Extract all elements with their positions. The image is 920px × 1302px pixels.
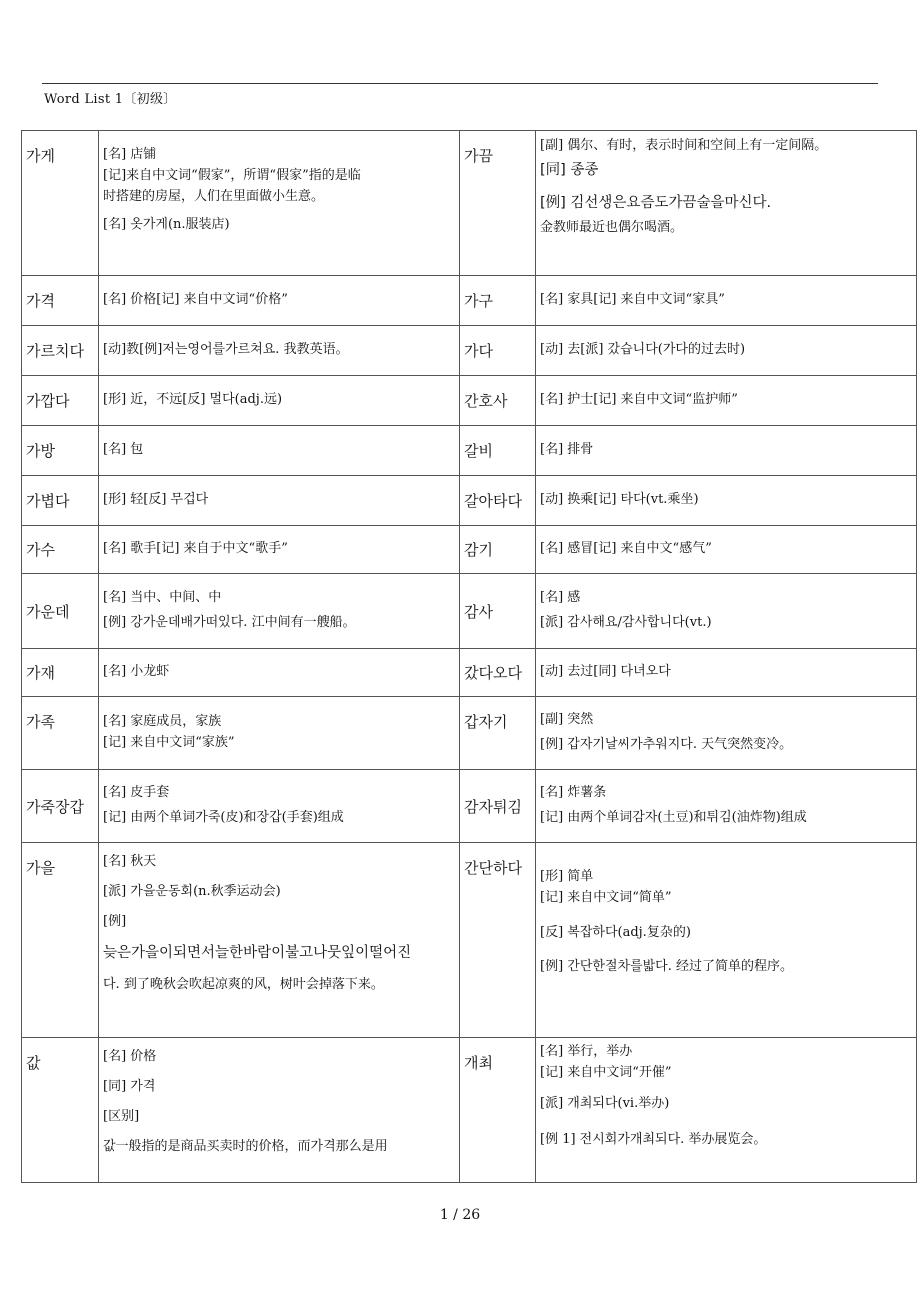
korean-word: 감사: [460, 574, 536, 649]
table-row: [22, 326, 917, 376]
table-row: [22, 649, 917, 697]
table-row: [22, 526, 917, 574]
table-row: [22, 276, 917, 326]
korean-word: 가방: [22, 426, 99, 476]
word-definition: [名] 感冒[记] 来自中文“感气”: [536, 526, 917, 574]
table-row: [22, 843, 917, 1038]
word-definition: [名] 价格 [同] 가격 [区别] 값一般指的是商品买卖时的价格，而가격那么是用: [99, 1038, 460, 1183]
header-rule: [42, 83, 878, 84]
word-definition: [名] 小龙虾: [99, 649, 460, 697]
table-row: [22, 770, 917, 843]
korean-word: 값: [22, 1038, 99, 1183]
korean-word: 가게: [22, 131, 99, 276]
word-definition: [名] 店铺 [记]来自中文词“假家”，所谓“假家”指的是临 时搭建的房屋，人们在里面做小生意。 [名] 옷가게(n.服装店): [99, 131, 460, 276]
page-number: 1 / 26: [439, 1207, 481, 1223]
korean-word: 감자튀김: [460, 770, 536, 843]
table-row: [22, 574, 917, 649]
table-row: [22, 476, 917, 526]
korean-word: 가볍다: [22, 476, 99, 526]
word-definition: [名] 歌手[记] 来自于中文“歌手”: [99, 526, 460, 574]
word-definition: [形] 轻[反] 무겁다: [99, 476, 460, 526]
korean-word: 개최: [460, 1038, 536, 1183]
word-definition: [名] 包: [99, 426, 460, 476]
korean-word: 갈아타다: [460, 476, 536, 526]
korean-word: 가깝다: [22, 376, 99, 426]
korean-word: 가구: [460, 276, 536, 326]
table-row: [22, 697, 917, 770]
page-header: Word List 1〔初级〕: [44, 92, 177, 107]
korean-word: 갑자기: [460, 697, 536, 770]
korean-word: 가운데: [22, 574, 99, 649]
korean-word: 가재: [22, 649, 99, 697]
table-row: [22, 131, 917, 276]
word-definition: [名] 秋天 [派] 가을운동회(n.秋季运动会) [例] 늦은가을이되면서늘한바람이불고나뭇잎이떨어진 다. 到了晚秋会吹起凉爽的风，树叶会掉落下来。: [99, 843, 460, 1038]
korean-word: 갈비: [460, 426, 536, 476]
korean-word: 간단하다: [460, 843, 536, 1038]
word-definition: [动]教[例]저는영어를가르쳐요. 我教英语。: [99, 326, 460, 376]
table-row: [22, 1038, 917, 1183]
word-definition: [动] 去过[同] 다녀오다: [536, 649, 917, 697]
word-definition: [名] 护士[记] 来自中文词“监护师”: [536, 376, 917, 426]
word-definition: [名] 感 [派] 감사해요/감사합니다(vt.): [536, 574, 917, 649]
word-definition: [名] 家庭成员，家族 [记] 来自中文词“家族”: [99, 697, 460, 770]
table-row: [22, 426, 917, 476]
korean-word: 가격: [22, 276, 99, 326]
word-definition: [形] 近，不远[反] 멀다(adj.远): [99, 376, 460, 426]
korean-word: 가을: [22, 843, 99, 1038]
word-definition: [名] 举行，举办 [记] 来自中文词“开催” [派] 개최되다(vi.举办) [例 1] 전시회가개최되다. 举办展览会。: [536, 1038, 917, 1183]
korean-word: 가수: [22, 526, 99, 574]
korean-word: 감기: [460, 526, 536, 574]
korean-word: 가죽장갑: [22, 770, 99, 843]
word-definition: [形] 简单 [记] 来自中文词“简单” [反] 복잡하다(adj.复杂的) [例] 간단한절차를밟다. 经过了简单的程序。: [536, 843, 917, 1038]
table-row: [22, 376, 917, 426]
word-definition: [名] 皮手套 [记] 由两个单词가죽(皮)和장갑(手套)组成: [99, 770, 460, 843]
word-definition: [动] 换乘[记] 타다(vt.乘坐): [536, 476, 917, 526]
word-definition: [名] 排骨: [536, 426, 917, 476]
vocabulary-table: [21, 130, 917, 1183]
korean-word: 가르치다: [22, 326, 99, 376]
word-definition: [动] 去[派] 갔습니다(가다的过去时): [536, 326, 917, 376]
korean-word: 가다: [460, 326, 536, 376]
korean-word: 간호사: [460, 376, 536, 426]
word-definition: [名] 当中、中间、中 [例] 강가운데배가떠있다. 江中间有一艘船。: [99, 574, 460, 649]
word-definition: [副] 偶尔、有时，表示时间和空间上有一定间隔。 [同] 종종 [例] 김선생은요즘도가끔술을마신다. 金教师最近也偶尔喝酒。: [536, 131, 917, 276]
korean-word: 가족: [22, 697, 99, 770]
word-definition: [副] 突然 [例] 갑자기날씨가추워지다. 天气突然变冷。: [536, 697, 917, 770]
word-definition: [名] 家具[记] 来自中文词“家具”: [536, 276, 917, 326]
korean-word: 가끔: [460, 131, 536, 276]
word-definition: [名] 价格[记] 来自中文词“价格”: [99, 276, 460, 326]
word-definition: [名] 炸薯条 [记] 由两个单词감자(土豆)和튀김(油炸物)组成: [536, 770, 917, 843]
korean-word: 갔다오다: [460, 649, 536, 697]
